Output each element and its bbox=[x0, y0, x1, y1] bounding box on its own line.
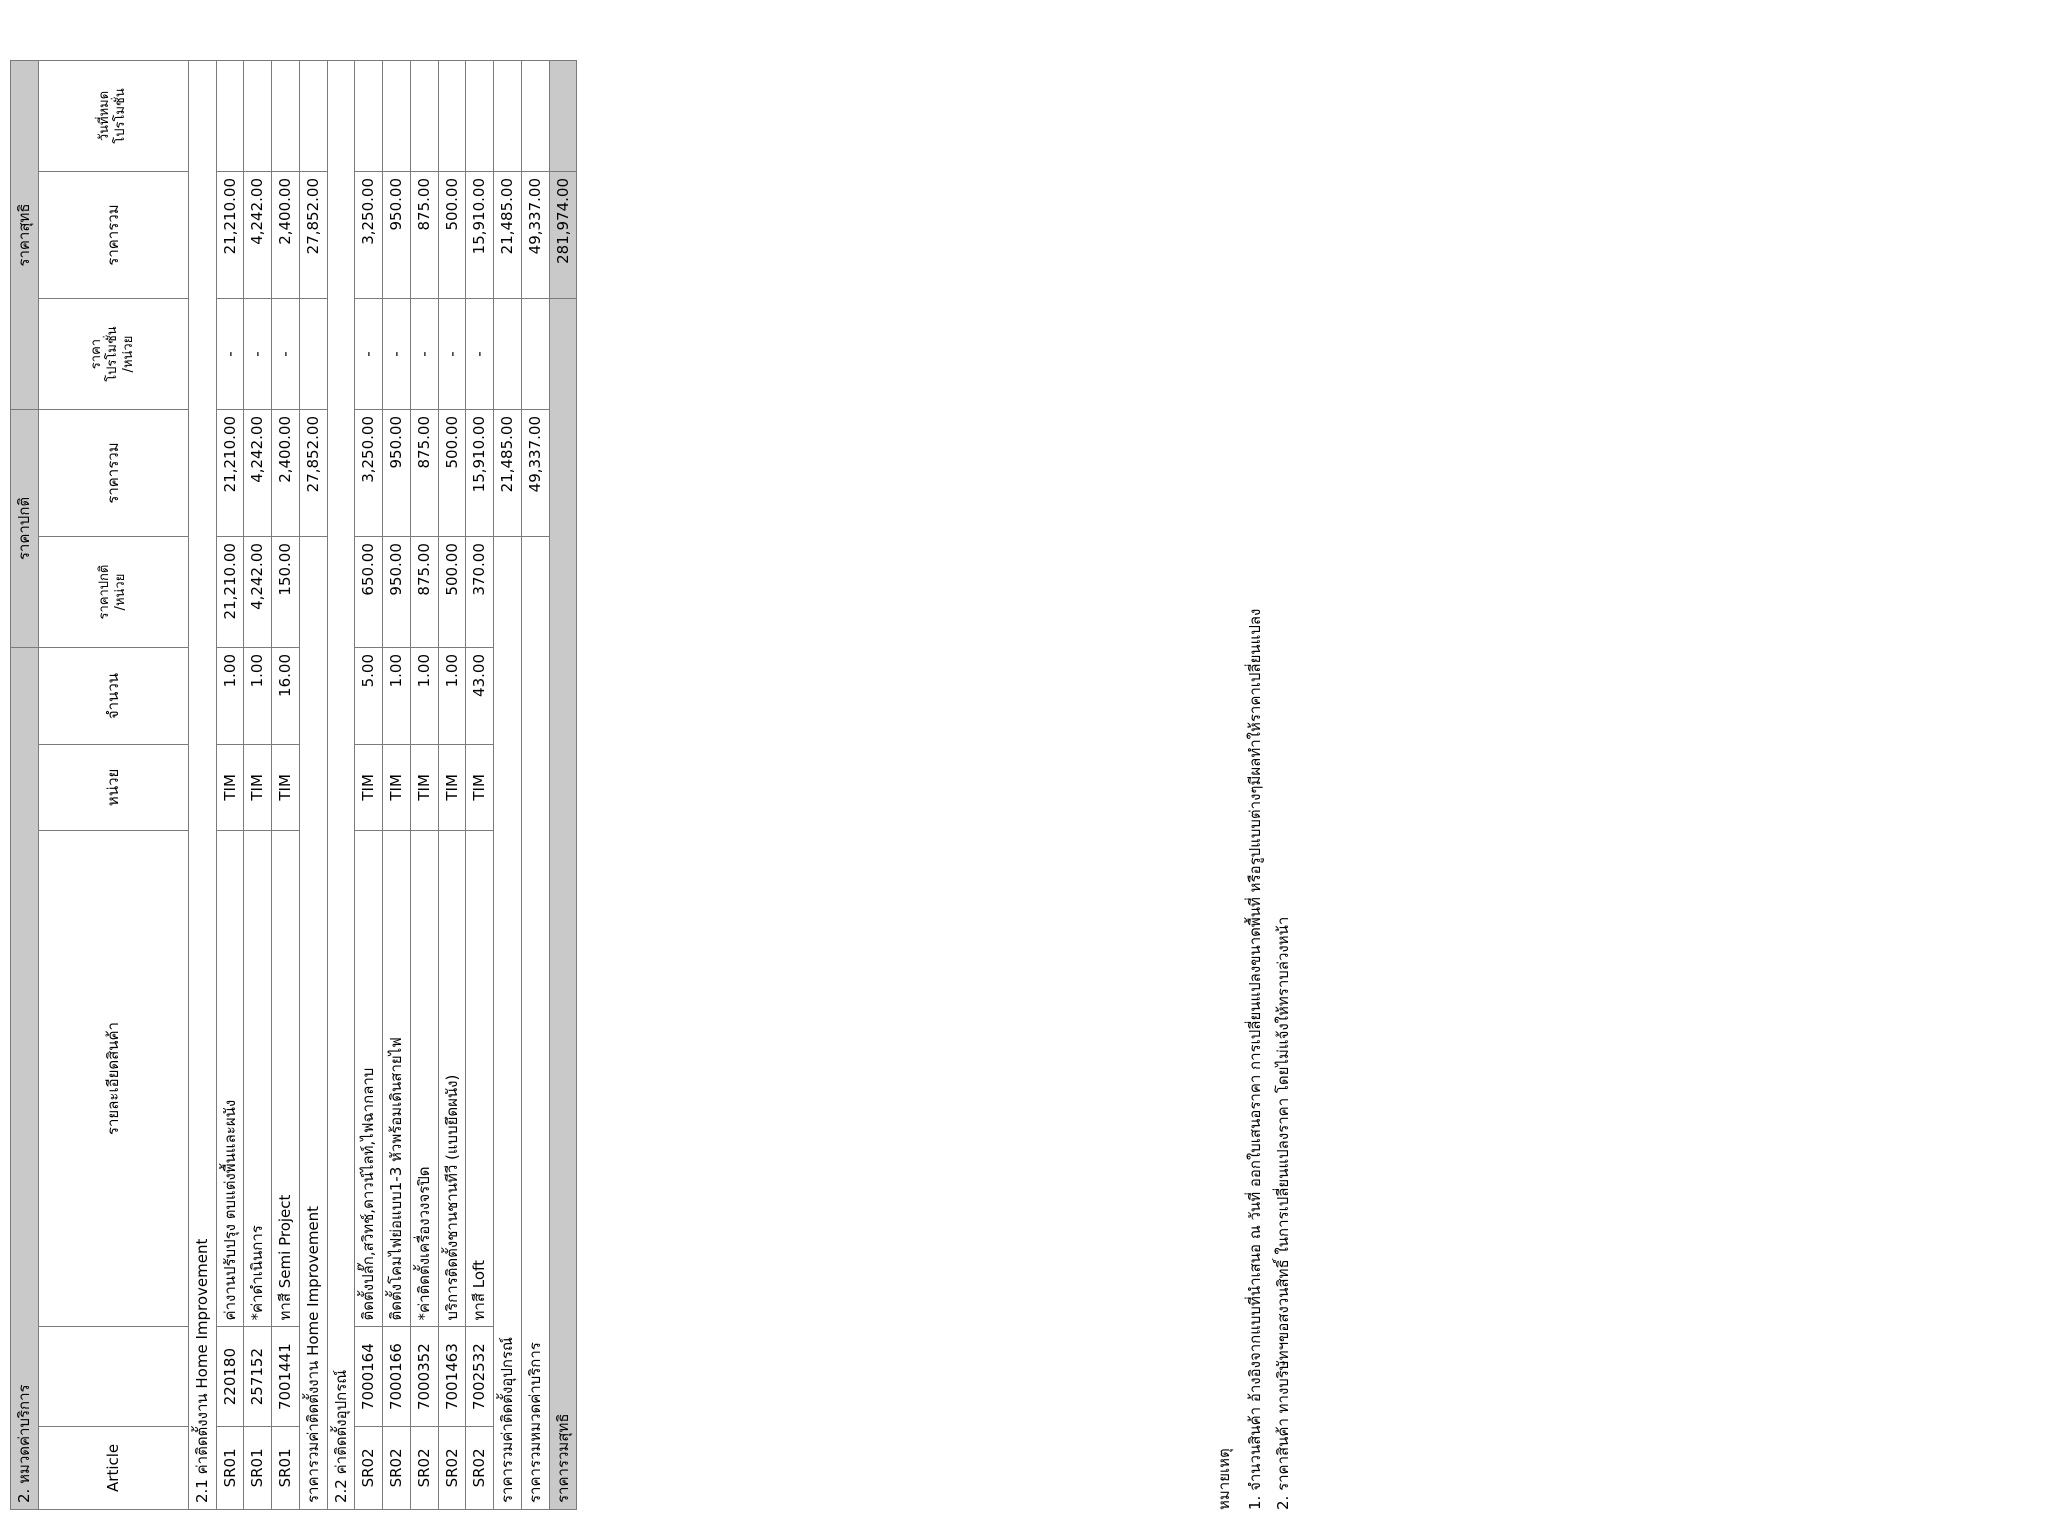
cell-unit-price: 4,242.00 bbox=[244, 537, 272, 648]
service-total-promo-date-blank bbox=[521, 61, 549, 172]
table-row bbox=[383, 61, 411, 1510]
cell-article: SR01 bbox=[216, 1426, 244, 1509]
rotated-content bbox=[10, 30, 1430, 1510]
subtotal-final-equipment-install: 21,485.00 bbox=[494, 172, 522, 299]
cell-total-final: 875.00 bbox=[410, 172, 438, 299]
cell-code: 7000166 bbox=[383, 1327, 411, 1426]
cell-code: 220180 bbox=[216, 1327, 244, 1426]
cell-total-final: 950.00 bbox=[383, 172, 411, 299]
cell-promo-unit: - bbox=[272, 299, 300, 410]
grand-total-value: 281,974.00 bbox=[549, 172, 577, 299]
subtotal-promo-date-blank bbox=[494, 61, 522, 172]
col-header-promo-unit-line1: ราคา bbox=[88, 338, 104, 370]
notes-block bbox=[1210, 110, 1298, 1510]
table-row bbox=[438, 61, 466, 1510]
cell-description: *ค่าติดตั้งเครื่องวงจรปิด bbox=[410, 830, 438, 1327]
cell-quantity: 5.00 bbox=[355, 648, 383, 745]
cell-promo-unit: - bbox=[355, 299, 383, 410]
cell-unit: TIM bbox=[410, 745, 438, 831]
cell-unit-price: 370.00 bbox=[466, 537, 494, 648]
subtotal-final-home-improvement: 27,852.00 bbox=[299, 172, 327, 299]
cell-total-normal: 21,210.00 bbox=[216, 410, 244, 537]
col-header-quantity: จำนวน bbox=[38, 648, 188, 745]
service-total-normal: 49,337.00 bbox=[521, 410, 549, 537]
cell-article: SR02 bbox=[410, 1426, 438, 1509]
service-total-label: ราคารวมหมวดค่าบริการ bbox=[521, 537, 549, 1510]
cell-code: 7001463 bbox=[438, 1327, 466, 1426]
table-row bbox=[272, 61, 300, 1510]
subtotal-normal-home-improvement: 27,852.00 bbox=[299, 410, 327, 537]
cell-promo-date bbox=[438, 61, 466, 172]
col-header-total-final: ราคารวม bbox=[38, 172, 188, 299]
cell-unit: TIM bbox=[355, 745, 383, 831]
cell-total-final: 21,210.00 bbox=[216, 172, 244, 299]
cell-description: ติดตั้งปลั๊ก,สวิทช์,ดาวน์ไลท์,ไฟฉากลาบ bbox=[355, 830, 383, 1327]
cell-quantity: 43.00 bbox=[466, 648, 494, 745]
cell-unit-price: 950.00 bbox=[383, 537, 411, 648]
group-title-home-improvement: 2.1 ค่าติดตั้งงาน Home Improvement bbox=[188, 61, 216, 1510]
cell-promo-date bbox=[272, 61, 300, 172]
cell-code: 7001441 bbox=[272, 1327, 300, 1426]
group-subtotal-row bbox=[494, 61, 522, 1510]
table-row bbox=[355, 61, 383, 1510]
col-header-unit-price-normal-line1: ราคาปกติ bbox=[97, 564, 112, 620]
table-row bbox=[466, 61, 494, 1510]
cell-quantity: 1.00 bbox=[244, 648, 272, 745]
col-header-promo-date-line2: โปรโมชั่น bbox=[113, 88, 129, 144]
group-header-list-price: ราคาปกติ bbox=[11, 410, 39, 648]
cell-promo-date bbox=[383, 61, 411, 172]
group-title-row bbox=[327, 61, 355, 1510]
cell-unit-price: 21,210.00 bbox=[216, 537, 244, 648]
table-row bbox=[410, 61, 438, 1510]
cell-unit: TIM bbox=[272, 745, 300, 831]
cell-promo-unit: - bbox=[438, 299, 466, 410]
service-total-row bbox=[521, 61, 549, 1510]
cell-total-normal: 3,250.00 bbox=[355, 410, 383, 537]
cell-description: ทาสี Semi Project bbox=[272, 830, 300, 1327]
cell-promo-unit: - bbox=[244, 299, 272, 410]
cell-total-normal: 875.00 bbox=[410, 410, 438, 537]
service-total-final: 49,337.00 bbox=[521, 172, 549, 299]
cell-code: 257152 bbox=[244, 1327, 272, 1426]
col-header-article: Article bbox=[38, 1426, 188, 1509]
cell-quantity: 1.00 bbox=[383, 648, 411, 745]
cell-total-final: 2,400.00 bbox=[272, 172, 300, 299]
cell-article: SR02 bbox=[355, 1426, 383, 1509]
col-header-unit-price-normal-line2: /หน่วย bbox=[113, 573, 129, 611]
cell-article: SR01 bbox=[272, 1426, 300, 1509]
notes-title: หมายเหตุ bbox=[1215, 1448, 1233, 1510]
col-header-code bbox=[38, 1327, 188, 1426]
cell-total-normal: 2,400.00 bbox=[272, 410, 300, 537]
subtotal-promo-unit-blank bbox=[494, 299, 522, 410]
subtotal-normal-equipment-install: 21,485.00 bbox=[494, 410, 522, 537]
table-row bbox=[216, 61, 244, 1510]
col-header-unit-price-normal bbox=[38, 537, 188, 648]
cell-total-normal: 500.00 bbox=[438, 410, 466, 537]
table-column-header-row bbox=[38, 61, 188, 1510]
col-header-promo-end-date bbox=[38, 61, 188, 172]
subtotal-label-home-improvement: ราคารวมค่าติดตั้งงาน Home Improvement bbox=[299, 537, 327, 1510]
cell-article: SR01 bbox=[244, 1426, 272, 1509]
group-title-equipment-install: 2.2 ค่าติดตั้งอุปกรณ์ bbox=[327, 61, 355, 1510]
group-header-final-price: ราคาสุทธิ bbox=[11, 61, 39, 410]
section-title: 2. หมวดค่าบริการ bbox=[11, 648, 39, 1510]
cell-quantity: 1.00 bbox=[410, 648, 438, 745]
cell-unit-price: 875.00 bbox=[410, 537, 438, 648]
cell-quantity: 1.00 bbox=[438, 648, 466, 745]
cell-total-final: 3,250.00 bbox=[355, 172, 383, 299]
cell-promo-date bbox=[244, 61, 272, 172]
col-header-description: รายละเอียดสินค้า bbox=[38, 830, 188, 1327]
group-title-row bbox=[188, 61, 216, 1510]
cell-description: บริการติดตั้งชานชานทีวี (แบบยึดผนัง) bbox=[438, 830, 466, 1327]
subtotal-promo-unit-blank bbox=[299, 299, 327, 410]
cell-unit-price: 150.00 bbox=[272, 537, 300, 648]
group-subtotal-row bbox=[299, 61, 327, 1510]
notes-line-1: 1. จำนวนสินค้า อ้างอิงจากแบบที่นำเสนอ ณ วันที่ ออกใบเสนอราคา การเปลี่ยนแปลงขนาดพื้นที่ หรือรูปแบบต่างๆมีผลทำให้ราคาเปลี่ยนแปลง bbox=[1245, 608, 1264, 1510]
cell-unit: TIM bbox=[216, 745, 244, 831]
quotation-table bbox=[10, 60, 577, 1510]
col-header-promo-unit-price bbox=[38, 299, 188, 410]
cell-quantity: 16.00 bbox=[272, 648, 300, 745]
cell-description: ค่างานปรับปรุง ตบแต่งพื้นและผนัง bbox=[216, 830, 244, 1327]
cell-promo-unit: - bbox=[410, 299, 438, 410]
col-header-promo-date-line1: วันที่หมด bbox=[97, 90, 112, 142]
subtotal-label-equipment-install: ราคารวมค่าติดตั้งอุปกรณ์ bbox=[494, 537, 522, 1510]
cell-promo-date bbox=[410, 61, 438, 172]
cell-unit: TIM bbox=[244, 745, 272, 831]
cell-description: ทาสี Loft bbox=[466, 830, 494, 1327]
cell-promo-date bbox=[466, 61, 494, 172]
cell-code: 7000164 bbox=[355, 1327, 383, 1426]
cell-promo-date bbox=[355, 61, 383, 172]
grand-total-label: ราคารวมสุทธิ bbox=[549, 299, 577, 1510]
cell-unit: TIM bbox=[466, 745, 494, 831]
cell-code: 7002532 bbox=[466, 1327, 494, 1426]
table-group-header-row bbox=[11, 61, 39, 1510]
col-header-promo-unit-line3: /หน่วย bbox=[121, 335, 137, 373]
col-header-promo-unit-line2: โปรโมชั่น bbox=[105, 326, 121, 382]
col-header-total-normal: ราคารวม bbox=[38, 410, 188, 537]
cell-total-final: 500.00 bbox=[438, 172, 466, 299]
cell-total-final: 15,910.00 bbox=[466, 172, 494, 299]
cell-unit-price: 650.00 bbox=[355, 537, 383, 648]
cell-description: *ค่าดำเนินการ bbox=[244, 830, 272, 1327]
cell-description: ติดตั้งโคมไฟย่อแบบ1-3 หัวพร้อมเดินสายไฟ bbox=[383, 830, 411, 1327]
notes-line-2: 2. ราคาสินค้า ทางบริษัทฯขอสงวนสิทธิ์ ในการเปลี่ยนแปลงราคา โดยไม่แจ้งให้ทราบล่วงหน้า bbox=[1274, 916, 1292, 1510]
cell-code: 7000352 bbox=[410, 1327, 438, 1426]
cell-total-normal: 950.00 bbox=[383, 410, 411, 537]
cell-unit: TIM bbox=[383, 745, 411, 831]
cell-unit-price: 500.00 bbox=[438, 537, 466, 648]
cell-promo-unit: - bbox=[466, 299, 494, 410]
table-row bbox=[244, 61, 272, 1510]
cell-total-final: 4,242.00 bbox=[244, 172, 272, 299]
cell-total-normal: 15,910.00 bbox=[466, 410, 494, 537]
cell-article: SR02 bbox=[466, 1426, 494, 1509]
col-header-unit: หน่วย bbox=[38, 745, 188, 831]
cell-unit: TIM bbox=[438, 745, 466, 831]
cell-article: SR02 bbox=[438, 1426, 466, 1509]
cell-promo-unit: - bbox=[383, 299, 411, 410]
grand-total-row bbox=[549, 61, 577, 1510]
grand-total-blank bbox=[549, 61, 577, 172]
cell-article: SR02 bbox=[383, 1426, 411, 1509]
cell-quantity: 1.00 bbox=[216, 648, 244, 745]
cell-total-normal: 4,242.00 bbox=[244, 410, 272, 537]
cell-promo-date bbox=[216, 61, 244, 172]
subtotal-promo-date-blank bbox=[299, 61, 327, 172]
cell-promo-unit: - bbox=[216, 299, 244, 410]
service-total-promo-unit-blank bbox=[521, 299, 549, 410]
